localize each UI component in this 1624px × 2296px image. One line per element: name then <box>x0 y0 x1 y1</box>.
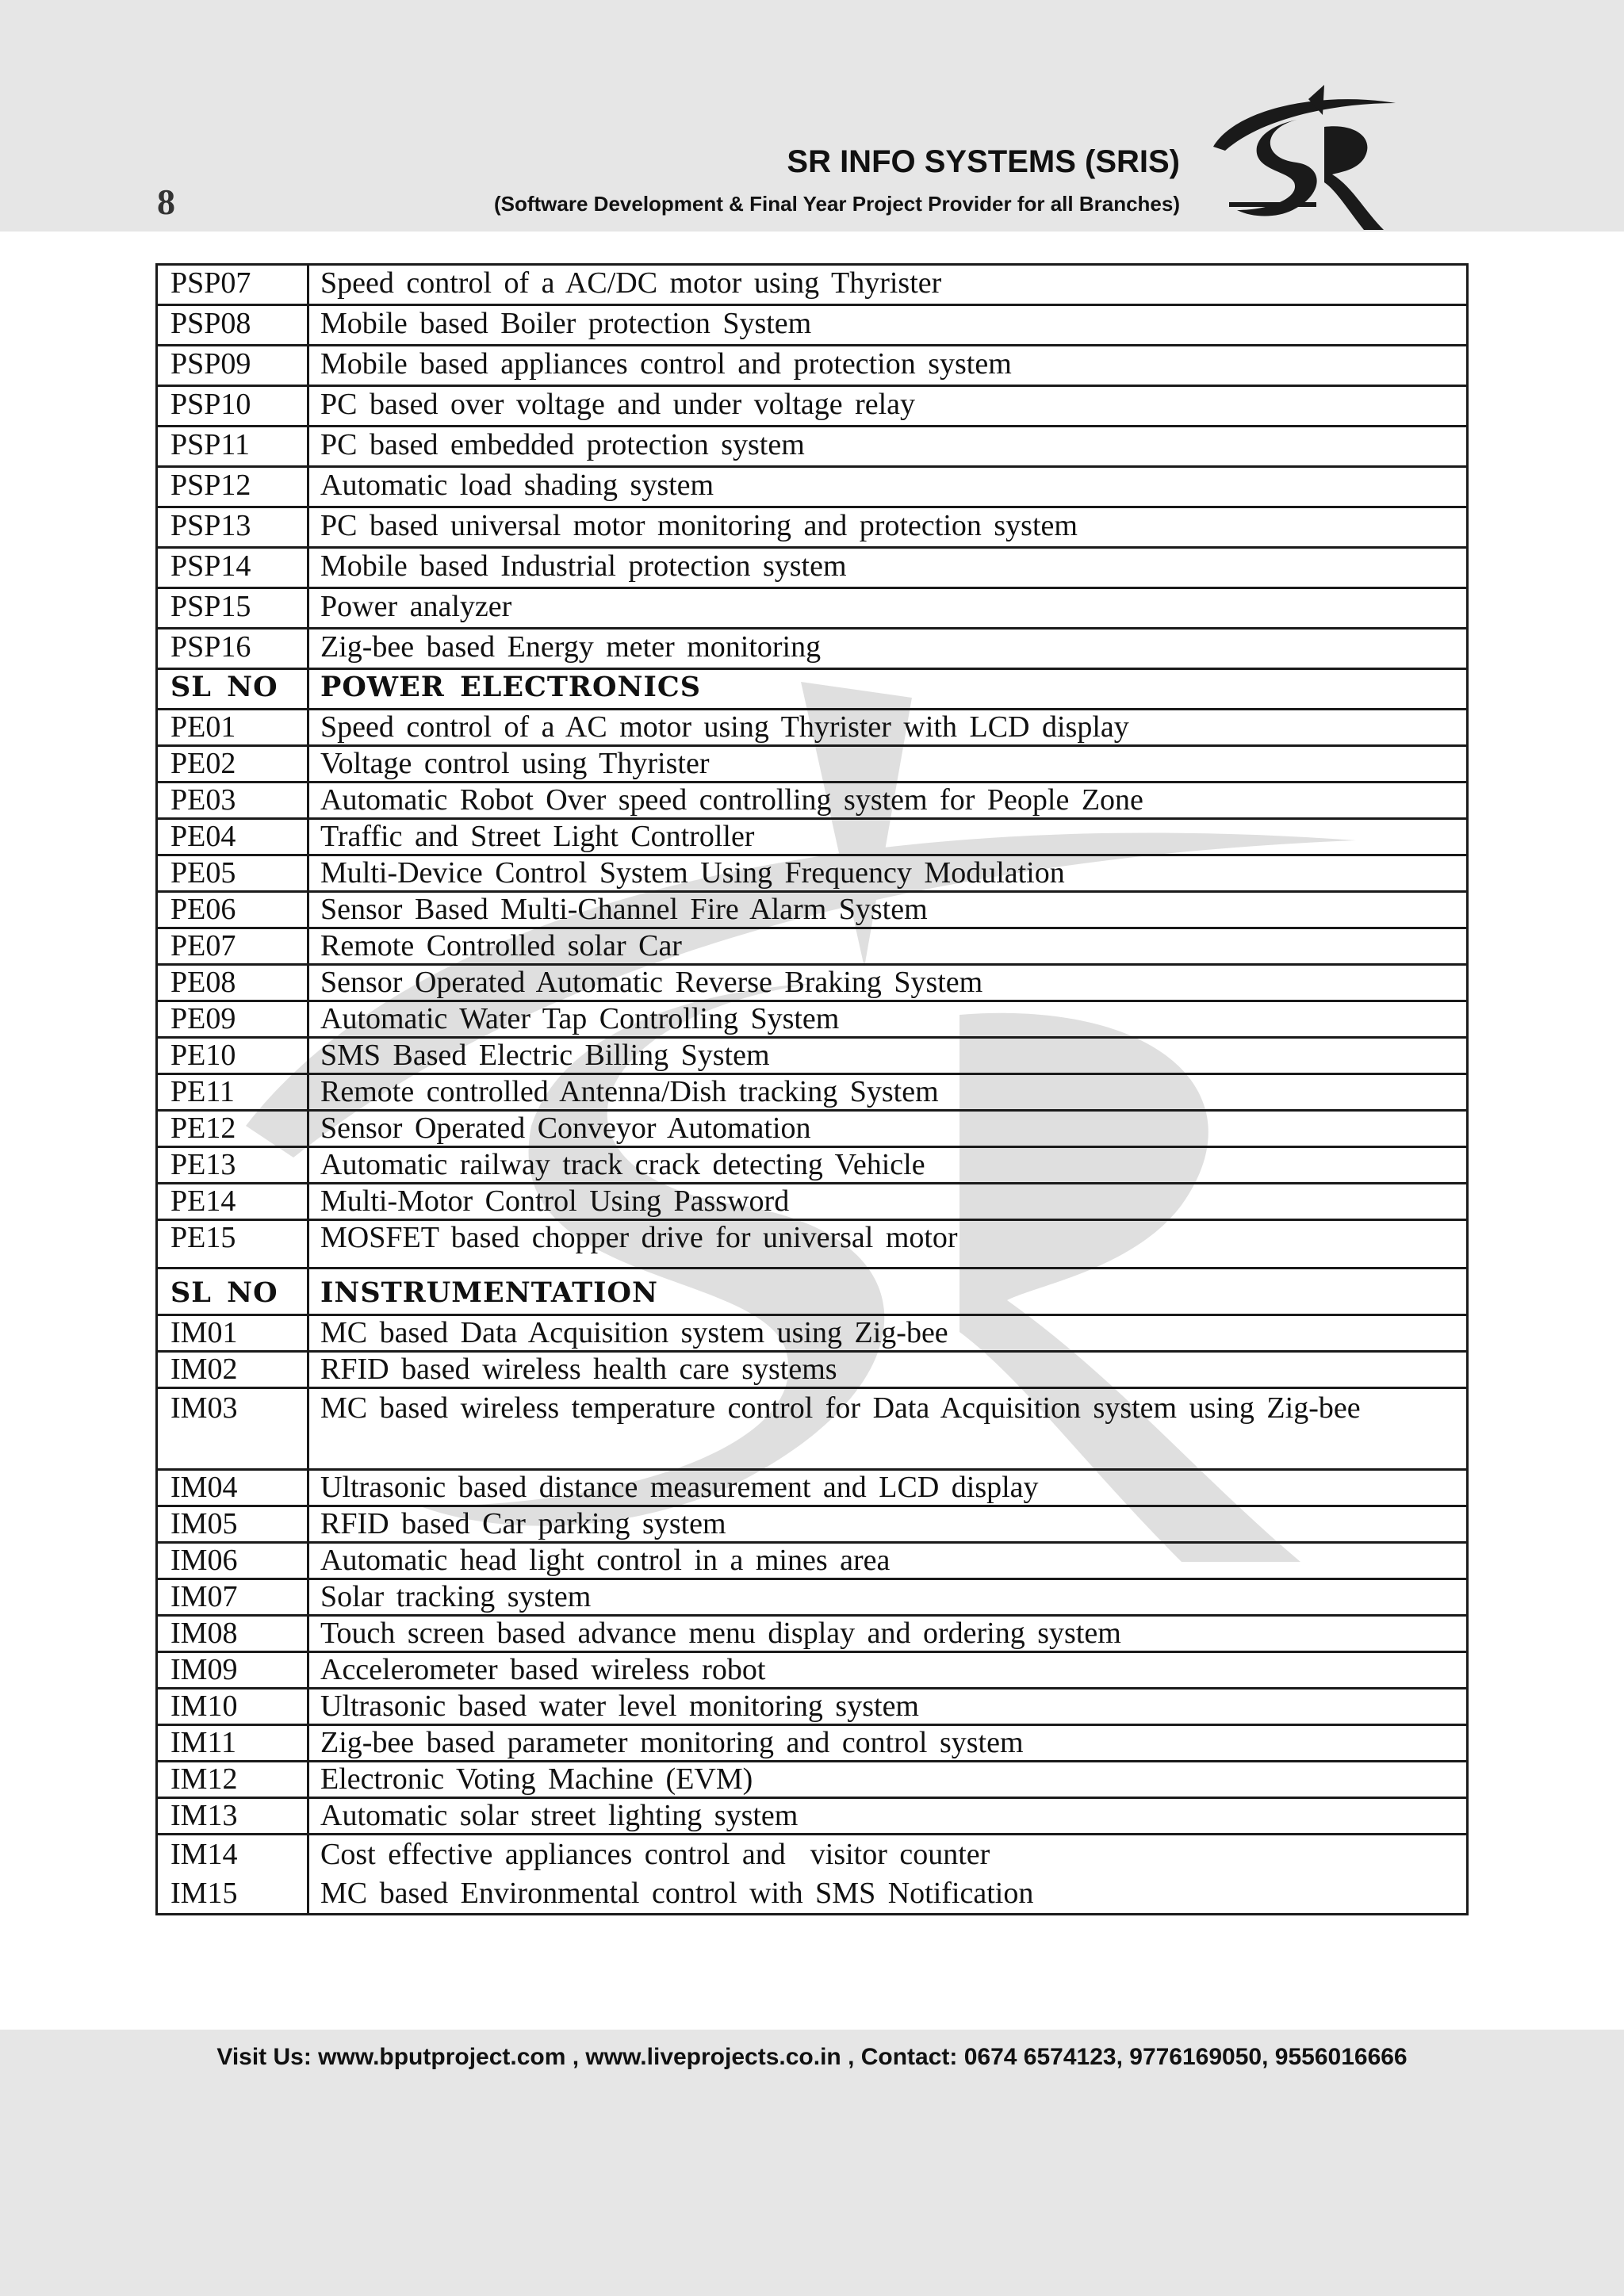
project-title: Touch screen based advance menu display and ordering system <box>308 1616 1468 1652</box>
project-title: SMS Based Electric Billing System <box>308 1038 1468 1074</box>
project-code: IM04 <box>157 1470 308 1506</box>
project-code: PSP15 <box>157 588 308 629</box>
table-row <box>157 1388 1468 1470</box>
project-code: IM10 <box>157 1689 308 1725</box>
table-row <box>157 1506 1468 1543</box>
project-code: PE06 <box>157 892 308 928</box>
project-code: PE11 <box>157 1074 308 1111</box>
project-title: PC based embedded protection system <box>308 427 1468 467</box>
table-row <box>157 548 1468 588</box>
project-title: Speed control of a AC motor using Thyrister with LCD display <box>308 710 1468 746</box>
table-row <box>157 507 1468 548</box>
section-title: POWER ELECTRONICS <box>308 669 1468 710</box>
project-title: Remote Controlled solar Car <box>308 928 1468 965</box>
project-title: Remote controlled Antenna/Dish tracking System <box>308 1074 1468 1111</box>
project-title: Accelerometer based wireless robot <box>308 1652 1468 1689</box>
table-row <box>157 386 1468 427</box>
table-row <box>157 467 1468 507</box>
company-tagline: (Software Development & Final Year Project Provider for all Branches) <box>493 192 1180 216</box>
project-title: PC based over voltage and under voltage relay <box>308 386 1468 427</box>
project-code: PE15 <box>157 1220 308 1269</box>
project-title: Sensor Based Multi-Channel Fire Alarm System <box>308 892 1468 928</box>
project-title: Multi-Device Control System Using Frequency Modulation <box>308 855 1468 892</box>
project-code: IM08 <box>157 1616 308 1652</box>
project-code: PE09 <box>157 1001 308 1038</box>
project-title: RFID based wireless health care systems <box>308 1352 1468 1388</box>
project-title: Mobile based Industrial protection system <box>308 548 1468 588</box>
table-row <box>157 1315 1468 1352</box>
table-row <box>157 1616 1468 1652</box>
table-row <box>157 1220 1468 1269</box>
table-row <box>157 1184 1468 1220</box>
project-title: MOSFET based chopper drive for universal motor <box>308 1220 1468 1269</box>
company-name: SR INFO SYSTEMS (SRIS) <box>787 144 1180 179</box>
project-code: PE10 <box>157 1038 308 1074</box>
table-row <box>157 1689 1468 1725</box>
project-title: Speed control of a AC/DC motor using Thyrister <box>308 265 1468 305</box>
project-code: PE13 <box>157 1147 308 1184</box>
project-title: Automatic solar street lighting system <box>308 1798 1468 1835</box>
table-row <box>157 710 1468 746</box>
table-row <box>157 1038 1468 1074</box>
table-row <box>157 629 1468 669</box>
project-code: IM13 <box>157 1798 308 1835</box>
project-title: Automatic head light control in a mines area <box>308 1543 1468 1579</box>
project-code: IM14 <box>170 1838 238 1871</box>
project-code: PSP10 <box>157 386 308 427</box>
project-title: Automatic railway track crack detecting Vehicle <box>308 1147 1468 1184</box>
table-row <box>157 1147 1468 1184</box>
project-title: Automatic Robot Over speed controlling system for People Zone <box>308 783 1468 819</box>
project-title: PC based universal motor monitoring and protection system <box>308 507 1468 548</box>
project-code: PSP13 <box>157 507 308 548</box>
project-title: Sensor Operated Conveyor Automation <box>308 1111 1468 1147</box>
project-code: IM05 <box>157 1506 308 1543</box>
section-header-power-electronics <box>157 669 1468 710</box>
project-title: Cost effective appliances control and visitor counter <box>320 1838 990 1871</box>
project-code: PSP07 <box>157 265 308 305</box>
project-code: IM06 <box>157 1543 308 1579</box>
project-code: PSP11 <box>157 427 308 467</box>
contact-info: Visit Us: www.bputproject.com , www.liveprojects.co.in , Contact: 0674 6574123, 9776169050, 9556016666 <box>216 2044 1408 2070</box>
page-number: 8 <box>157 182 175 222</box>
project-code: IM11 <box>157 1725 308 1762</box>
project-code: PSP08 <box>157 305 308 346</box>
project-code: PSP16 <box>157 629 308 669</box>
project-title: MC based Data Acquisition system using Zig-bee <box>308 1315 1468 1352</box>
table-row <box>157 783 1468 819</box>
table-row <box>157 1470 1468 1506</box>
project-code: IM02 <box>157 1352 308 1388</box>
project-code: IM12 <box>157 1762 308 1798</box>
project-code: PE02 <box>157 746 308 783</box>
table-row <box>157 588 1468 629</box>
project-title: Ultrasonic based distance measurement and LCD display <box>308 1470 1468 1506</box>
project-code: IM15 <box>170 1877 238 1910</box>
table-row <box>157 1352 1468 1388</box>
table-row <box>157 819 1468 855</box>
company-logo <box>1205 83 1404 234</box>
project-code: PSP09 <box>157 346 308 386</box>
project-title: MC based Environmental control with SMS Notification <box>320 1877 1034 1910</box>
sl-no-heading: SL NO <box>157 1269 308 1315</box>
project-code: PE03 <box>157 783 308 819</box>
project-title: Solar tracking system <box>308 1579 1468 1616</box>
table-row <box>157 305 1468 346</box>
project-code: IM01 <box>157 1315 308 1352</box>
project-title: Ultrasonic based water level monitoring system <box>308 1689 1468 1725</box>
table-row <box>157 928 1468 965</box>
project-code: PE14 <box>157 1184 308 1220</box>
project-code: IM03 <box>157 1388 308 1470</box>
project-code: IM07 <box>157 1579 308 1616</box>
table-row <box>157 1762 1468 1798</box>
project-title: Automatic Water Tap Controlling System <box>308 1001 1468 1038</box>
table-row <box>157 1579 1468 1616</box>
project-title: Voltage control using Thyrister <box>308 746 1468 783</box>
table-row <box>157 265 1468 305</box>
table-row <box>157 965 1468 1001</box>
project-code: PE05 <box>157 855 308 892</box>
section-title: INSTRUMENTATION <box>308 1269 1468 1315</box>
project-title: Mobile based appliances control and protection system <box>308 346 1468 386</box>
project-code: PE12 <box>157 1111 308 1147</box>
table-row <box>157 346 1468 386</box>
project-code: PE07 <box>157 928 308 965</box>
project-list-table <box>155 263 1469 1915</box>
project-title: Electronic Voting Machine (EVM) <box>308 1762 1468 1798</box>
table-row <box>157 427 1468 467</box>
table-row <box>157 1652 1468 1689</box>
project-title: Sensor Operated Automatic Reverse Braking System <box>308 965 1468 1001</box>
project-title: RFID based Car parking system <box>308 1506 1468 1543</box>
table-row <box>157 1074 1468 1111</box>
table-row <box>157 892 1468 928</box>
table-row <box>157 1798 1468 1835</box>
table-row <box>157 1543 1468 1579</box>
project-title: Automatic load shading system <box>308 467 1468 507</box>
project-code: PE08 <box>157 965 308 1001</box>
project-title: Zig-bee based parameter monitoring and control system <box>308 1725 1468 1762</box>
sl-no-heading: SL NO <box>157 669 308 710</box>
table-row <box>157 1725 1468 1762</box>
project-title: Traffic and Street Light Controller <box>308 819 1468 855</box>
project-code: PSP12 <box>157 467 308 507</box>
project-title: Mobile based Boiler protection System <box>308 305 1468 346</box>
table-row <box>157 1835 1468 1915</box>
project-code: IM09 <box>157 1652 308 1689</box>
project-code: PSP14 <box>157 548 308 588</box>
section-header-instrumentation <box>157 1269 1468 1315</box>
project-title: Zig-bee based Energy meter monitoring <box>308 629 1468 669</box>
table-row <box>157 855 1468 892</box>
project-code: PE04 <box>157 819 308 855</box>
table-row <box>157 1111 1468 1147</box>
project-code: PE01 <box>157 710 308 746</box>
table-row <box>157 746 1468 783</box>
project-title: Power analyzer <box>308 588 1468 629</box>
project-title: MC based wireless temperature control for Data Acquisition system using Zig-bee <box>308 1388 1468 1470</box>
table-row <box>157 1001 1468 1038</box>
project-title: Multi-Motor Control Using Password <box>308 1184 1468 1220</box>
